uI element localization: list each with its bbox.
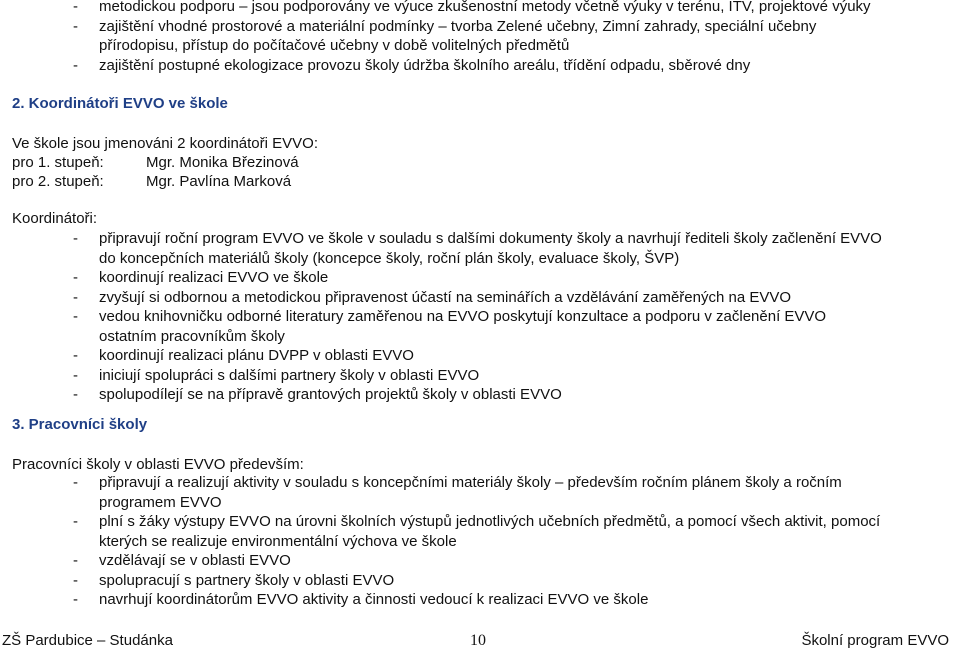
section-3-heading: 3. Pracovníci školy (12, 416, 148, 433)
footer-page-number: 10 (470, 632, 486, 649)
list-item-line: - koordinují realizaci plánu DVPP v oblasti EVVO (99, 347, 414, 364)
list-item (0, 571, 880, 591)
worker-duties-list (0, 473, 880, 610)
coordinator-row-2 (12, 172, 291, 192)
coordinators-label: Koordinátoři: (12, 210, 98, 227)
list-item-line: přírodopisu, přístup do počítačové učebny v době volitelných předmětů (99, 37, 570, 54)
list-item (0, 307, 882, 346)
coordinator-name: Mgr. Monika Březinová (146, 154, 299, 171)
list-item (0, 268, 882, 288)
list-item-line: programem EVVO (99, 493, 222, 511)
page-footer (0, 631, 959, 651)
list-item-line: - spolupodílejí se na přípravě grantových projektů školy v oblasti EVVO (99, 386, 562, 403)
coordinator-level: pro 2. stupeň: (12, 173, 104, 190)
list-item (0, 56, 871, 76)
list-item-line: - vedou knihovničku odborné literatury zaměřenou na EVVO poskytují konzultace a podporu v začlenění EVVO (99, 308, 827, 325)
list-item-line: - připravují roční program EVVO ve škole v souladu s dalšími dokumenty školy a navrhují řediteli školy začlenění EVVO (99, 230, 882, 247)
coordinator-name: Mgr. Pavlína Marková (146, 173, 292, 190)
section-2-heading: 2. Koordinátoři EVVO ve škole (12, 95, 228, 112)
coordinator-duties-list (0, 229, 882, 405)
list-item (0, 346, 882, 366)
list-item-line: - zvyšují si odbornou a metodickou připravenost účastí na seminářích a vzdělávání zaměřených na EVVO (99, 288, 792, 306)
list-item (0, 0, 871, 17)
list-item-line: - zajištění postupné ekologizace provozu školy údržba školního areálu, třídění odpadu, sběrové dny (99, 56, 751, 74)
list-item-line: - navrhují koordinátorům EVVO aktivity a činnosti vedoucí k realizaci EVVO ve škole (99, 591, 649, 608)
coordinators-intro: Ve škole jsou jmenováni 2 koordinátoři EVVO: (12, 135, 318, 152)
list-item (0, 590, 880, 610)
list-item-line: - připravují a realizují aktivity v souladu s koncepčními materiály školy – především ročním plánem školy a ročním (99, 474, 842, 491)
list-item-line: - spolupracují s partnery školy v oblasti EVVO (99, 571, 395, 589)
list-item-line: ostatním pracovníkům školy (99, 327, 285, 345)
list-item-line: - plní s žáky výstupy EVVO na úrovni školních výstupů jednotlivých učebních předmětů, a pomocí všech aktivit, pomocí (99, 513, 881, 530)
list-item (0, 551, 880, 571)
list-item-line: - vzdělávají se v oblasti EVVO (99, 552, 291, 569)
list-item-line: - iniciují spolupráci s dalšími partnery školy v oblasti EVVO (99, 366, 480, 384)
list-item-line: - zajištění vhodné prostorové a materiální podmínky – tvorba Zelené učebny, Zimní zahrady, speciální učebny (99, 17, 817, 35)
list-item (0, 366, 882, 386)
footer-program-name: Školní program EVVO (801, 632, 949, 649)
list-item-line: kterých se realizuje environmentální výchova ve škole (99, 532, 457, 550)
top-bullet-list (0, 0, 871, 75)
list-item-line: - metodickou podporu – jsou podporovány ve výuce zkušenostní metody včetně výuky v terénu, ITV, projektové výuky (99, 0, 871, 15)
footer-school-name: ZŠ Pardubice – Studánka (2, 632, 173, 649)
list-item-line: do koncepčních materiálů školy (koncepce školy, roční plán školy, evaluace školy, ŠVP) (99, 249, 680, 267)
workers-intro: Pracovníci školy v oblasti EVVO především: (12, 456, 304, 473)
list-item (0, 288, 882, 308)
list-item-line: - koordinují realizaci EVVO ve škole (99, 269, 329, 286)
list-item (0, 17, 871, 56)
list-item (0, 512, 880, 551)
list-item (0, 229, 882, 268)
coordinator-level: pro 1. stupeň: (12, 154, 104, 171)
list-item (0, 385, 882, 405)
list-item (0, 473, 880, 512)
coordinator-row-1 (12, 153, 299, 173)
